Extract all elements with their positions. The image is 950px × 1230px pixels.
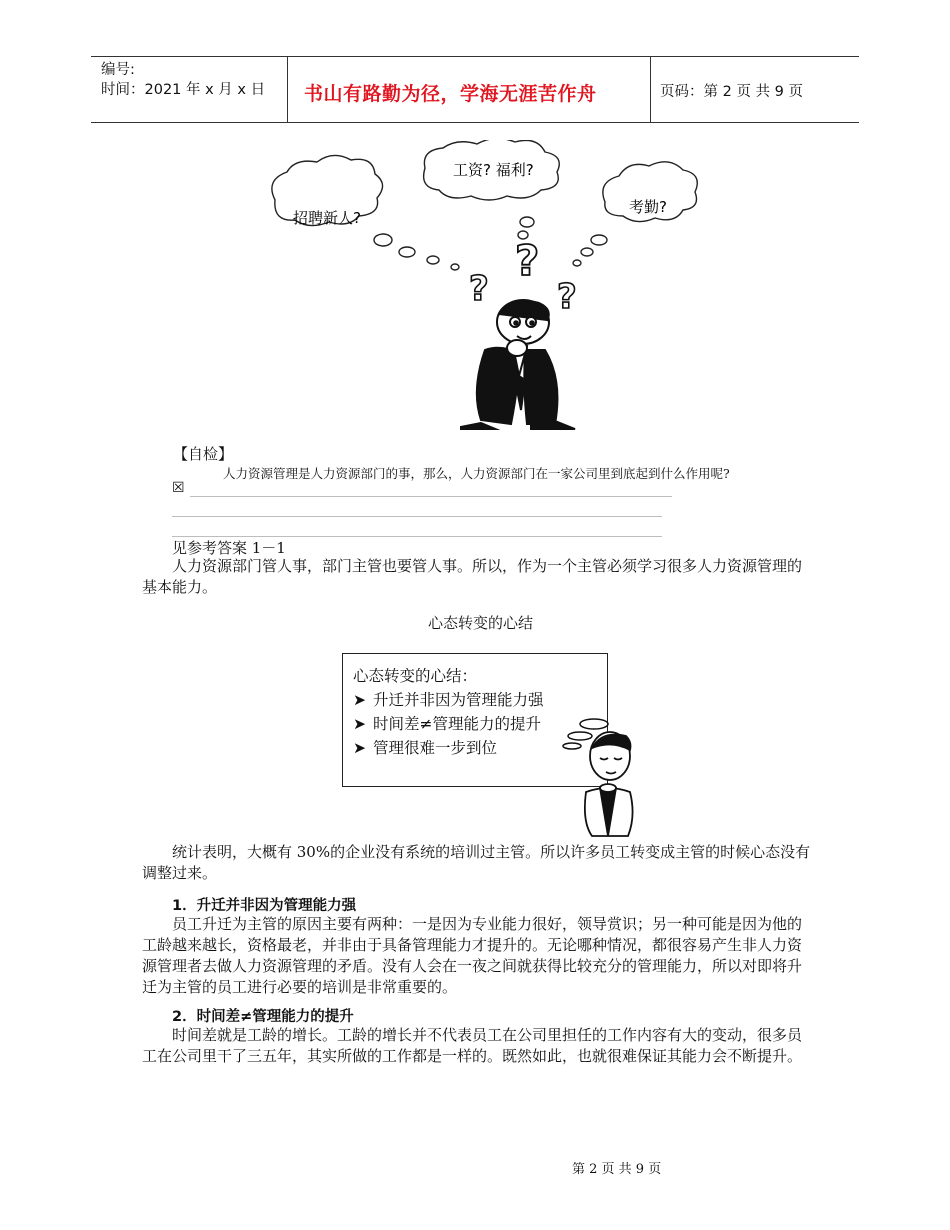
mindset-item-2-label: 时间差≠管理能力的提升 [373, 715, 541, 733]
arrow-bullet-icon: ➤ [353, 691, 366, 709]
point-2-heading: 2．时间差≠管理能力的提升 [172, 1009, 354, 1025]
self-check-title: 【自检】 [173, 445, 234, 463]
thinking-manager-illustration [255, 140, 725, 430]
bubble-center-text: 工资? 福利? [453, 161, 534, 179]
arrow-bullet-icon: ➤ [353, 739, 366, 757]
thinking-man-figure [461, 300, 575, 430]
mindset-item-1-label: 升迁并非因为管理能力强 [373, 691, 544, 709]
header-page-info: 页码：第 2 页 共 9 页 [660, 84, 803, 100]
point-1-body: 员工升迁为主管的原因主要有两种：一是因为专业能力很好，领导赏识；另一种可能是因为他的工龄越来越长，资格最老，并非由于具备管理能力才提升的。无论哪种情况，都很容易产生非人力资源管理者去做人力资源管理的矛盾。没有人会在一夜之间就获得比较充分的管理能力，所以对即将升迁为主管的员工进行必要的培训是非常重要的。 [142, 915, 803, 996]
arrow-bullet-icon: ➤ [353, 715, 366, 733]
intro-paragraph: 人力资源部门管人事，部门主管也要管人事。所以，作为一个主管必须学习很多人力资源管理的基本能力。 [142, 557, 803, 596]
answer-line-3[interactable] [172, 536, 662, 537]
page-footer: 第 2 页 共 9 页 [572, 1162, 662, 1177]
svg-text:?: ? [515, 236, 540, 285]
self-check-checkbox[interactable]: ☒ [172, 480, 185, 496]
stats-paragraph: 统计表明，大概有 30%的企业没有系统的培训过主管。所以许多员工转变成主管的时候心态没有调整过来。 [142, 843, 811, 882]
point-2-body: 时间差就是工龄的增长。工龄的增长并不代表员工在公司里担任的工作内容有大的变动，很多员工在公司里干了三五年，其实所做的工作都是一样的。既然如此，也就很难保证其能力会不断提升。 [142, 1026, 803, 1065]
reference-answer: 见参考答案 1－1 [172, 539, 286, 557]
mindset-item-3 [353, 736, 497, 758]
svg-text:?: ? [469, 269, 489, 309]
bubble-left-text: 招聘新人? [293, 209, 361, 227]
header-divider-right [650, 56, 651, 122]
point-1-heading: 1．升迁并非因为管理能力强 [172, 898, 357, 914]
mindset-item-1 [353, 688, 544, 710]
mindset-section-title: 心态转变的心结 [428, 614, 534, 632]
mindset-item-2 [353, 712, 541, 734]
self-check-question: 人力资源管理是人力资源部门的事，那么，人力资源部门在一家公司里到底起到什么作用呢? [223, 466, 730, 481]
header-divider-left [287, 56, 288, 122]
svg-text:?: ? [557, 277, 577, 317]
header-top-rule [91, 56, 859, 57]
header-time-label: 时间：2021 年 x 月 x 日 [101, 82, 266, 98]
answer-line-2[interactable] [172, 516, 662, 517]
answer-line-1[interactable] [190, 496, 672, 497]
mindset-box-title: 心态转变的心结： [353, 667, 478, 685]
bubble-right-text: 考勤? [629, 198, 667, 216]
header-bottom-rule [91, 122, 859, 123]
header-motto: 书山有路勤为径，学海无涯苦作舟 [304, 83, 597, 105]
mindset-item-3-label: 管理很难一步到位 [373, 739, 498, 757]
dizzy-manager-illustration [558, 712, 658, 838]
header-number-label: 编号: [101, 62, 135, 78]
